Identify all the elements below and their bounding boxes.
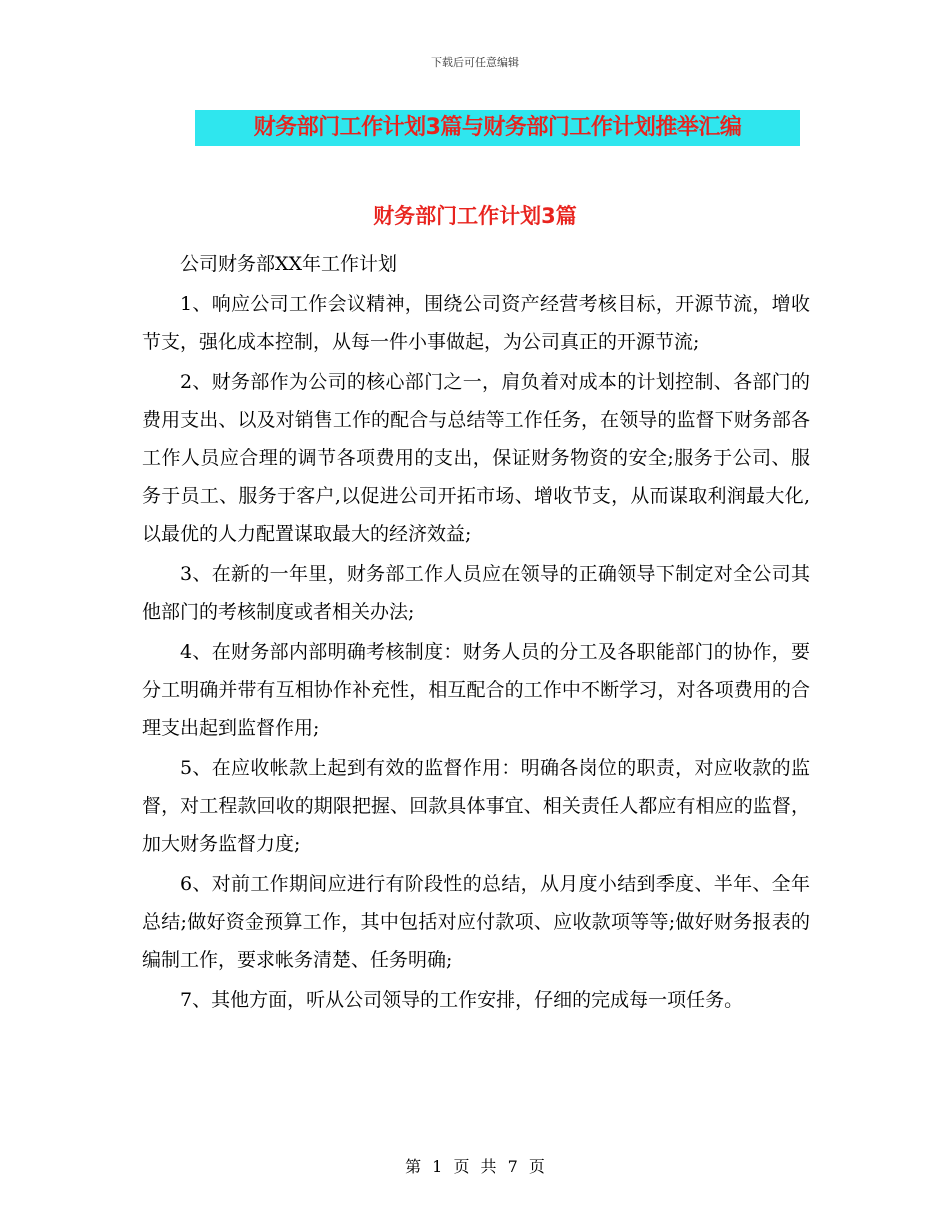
paragraph: 1、响应公司工作会议精神，围绕公司资产经营考核目标，开源节流，增收节支，强化成本控制，从每一件小事做起，为公司真正的开源节流; xyxy=(142,293,810,353)
paragraph: 2、财务部作为公司的核心部门之一，肩负着对成本的计划控制、各部门的费用支出、以及对销售工作的配合与总结等工作任务，在领导的监督下财务部各工作人员应合理的调节各项费用的支出，保证财务物资的安全;服务于公司、服务于员工、服务于客户,以促进公司开拓市场、增收节支，从而谋取利润最大化,以最优的人力配置谋取最大的经济效益; xyxy=(142,371,810,545)
paragraph: 5、在应收帐款上起到有效的监督作用：明确各岗位的职责，对应收款的监督，对工程款回收的期限把握、回款具体事宜、相关责任人都应有相应的监督，加大财务监督力度; xyxy=(142,757,810,855)
paragraph: 6、对前工作期间应进行有阶段性的总结，从月度小结到季度、半年、全年总结;做好资金预算工作，其中包括对应付款项、应收款项等等;做好财务报表的编制工作，要求帐务清楚、任务明确; xyxy=(142,873,810,971)
paragraph: 7、其他方面，听从公司领导的工作安排，仔细的完成每一项任务。 xyxy=(180,989,744,1011)
paragraph: 4、在财务部内部明确考核制度：财务人员的分工及各职能部门的协作，要分工明确并带有互相协作补充性，相互配合的工作中不断学习，对各项费用的合理支出起到监督作用; xyxy=(142,641,810,739)
paragraph: 公司财务部XX年工作计划 xyxy=(180,253,398,275)
main-title: 财务部门工作计划3篇与财务部门工作计划推举汇编 xyxy=(195,110,800,146)
body-text xyxy=(142,245,810,1021)
header-note: 下载后可任意编辑 xyxy=(431,56,519,69)
paragraph: 3、在新的一年里，财务部工作人员应在领导的正确领导下制定对全公司其他部门的考核制度或者相关办法; xyxy=(142,563,810,623)
section-title: 财务部门工作计划3篇 xyxy=(373,204,577,228)
page-footer: 第 1 页 共 7 页 xyxy=(405,1157,545,1176)
